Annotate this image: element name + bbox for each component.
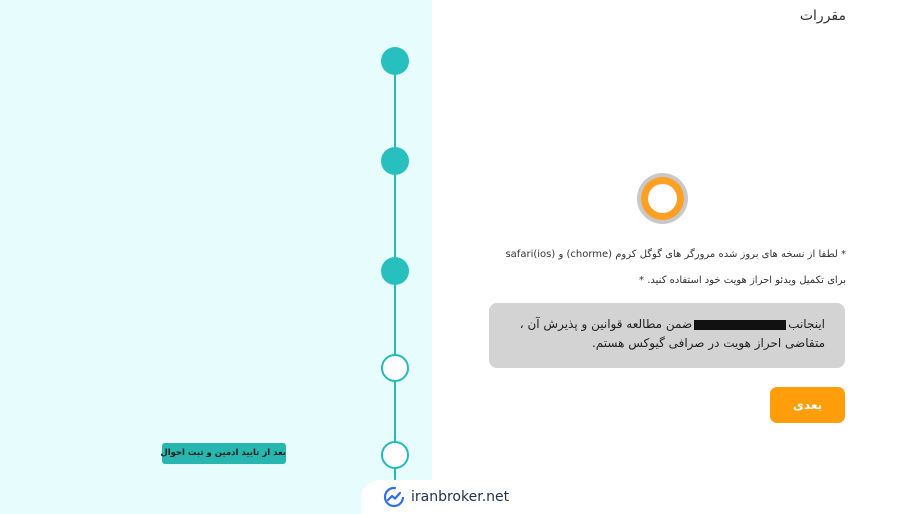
- consent-line2: متقاضی احراز هویت در صرافی گیوکس هستم.: [591, 336, 825, 350]
- watermark: [361, 480, 539, 514]
- consent-prefix: اینجانب: [788, 317, 825, 331]
- steps-panel: [0, 0, 432, 514]
- step-5-indicator: [381, 441, 409, 469]
- page-title: مقررات: [799, 8, 846, 24]
- chart-logo-icon: [383, 486, 405, 508]
- browser-note: * لطفا از نسخه های بروز شده مرورگر های گوگل کروم (chorme) و safari(ios) برای تکمیل ویدئو احراز هویت خود استفاده کنید. *: [505, 249, 846, 286]
- step-5-badge: بعد از تایید ادمین و ثبت احوال: [162, 443, 286, 464]
- consent-line1: ضمن مطالعه قوانین و پذیرش آن ،: [519, 317, 693, 331]
- step-1-indicator: [381, 47, 409, 75]
- watermark-text: iranbroker.net: [411, 489, 510, 505]
- loading-spinner-icon: [637, 173, 688, 224]
- consent-text-box: [489, 303, 845, 368]
- step-3-indicator: [381, 257, 409, 285]
- next-button[interactable]: بعدی: [770, 387, 845, 423]
- step-4-indicator: [381, 354, 409, 382]
- step-2-indicator: [381, 147, 409, 175]
- redacted-name: [694, 320, 786, 330]
